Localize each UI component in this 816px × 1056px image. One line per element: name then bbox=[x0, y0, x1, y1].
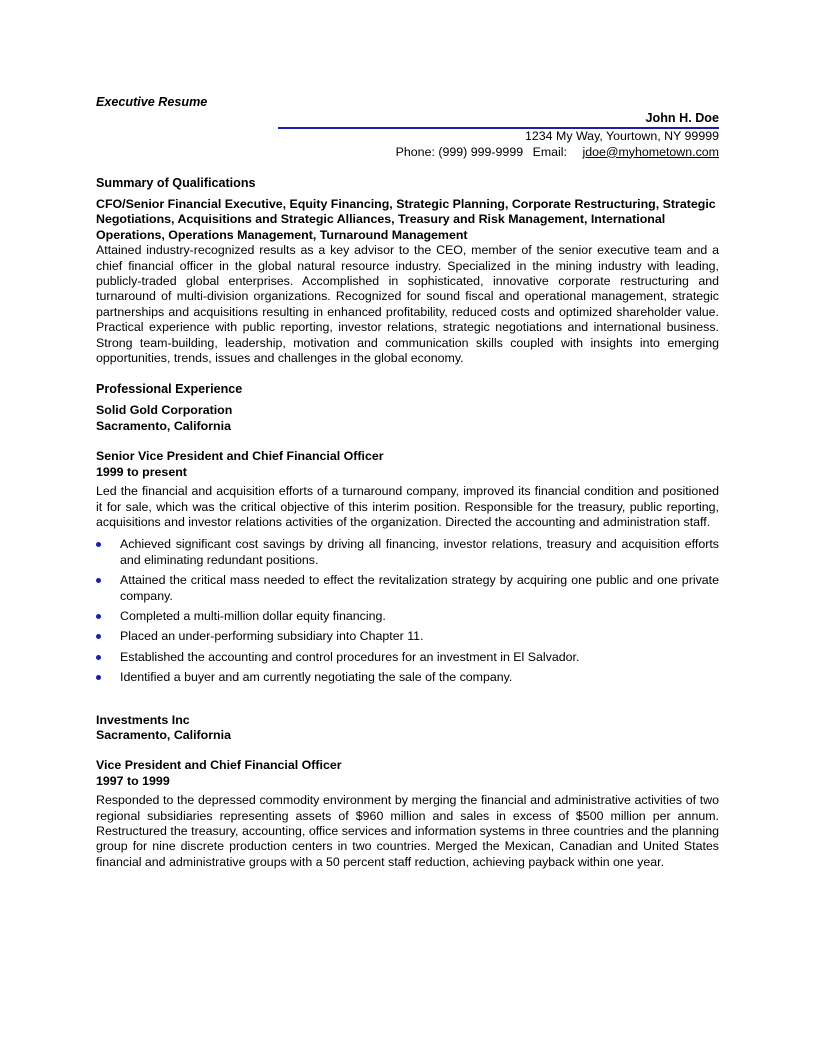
achievement-list bbox=[96, 537, 719, 685]
contact-line bbox=[96, 145, 719, 161]
job-title: Senior Vice President and Chief Financial Officer bbox=[96, 449, 384, 464]
job-dates: 1997 to 1999 bbox=[96, 773, 170, 788]
list-item-text: Established the accounting and control procedures for an investment in El Salvador. bbox=[120, 649, 580, 664]
bullet-icon bbox=[96, 675, 101, 680]
document-title: Executive Resume bbox=[96, 95, 208, 109]
list-item bbox=[96, 629, 719, 644]
list-item bbox=[96, 573, 719, 604]
company-name: Solid Gold Corporation bbox=[96, 403, 233, 418]
phone-label: Phone: bbox=[395, 144, 435, 159]
company-location: Sacramento, California bbox=[96, 418, 231, 433]
list-item-text: Identified a buyer and am currently negotiating the sale of the company. bbox=[120, 670, 513, 685]
email-link[interactable]: jdoe@myhometown.com bbox=[582, 144, 719, 159]
qualifications-title: CFO/Senior Financial Executive, Equity Financing, Strategic Planning, Corporate Restructuring, Strategic Negotiations, Acquisitions and Strategic Alliances, Treasury and Risk Management, International Operations, Operations Management, Turnaround Management bbox=[96, 197, 716, 242]
list-item bbox=[96, 670, 719, 685]
email-label: Email: bbox=[532, 144, 567, 159]
job-description: Responded to the depressed commodity environment by merging the financial and administrative activities of two regional subsidiaries representing assets of $960 million and sales in excess of $500 million per annum. Restructured the treasury, accounting, office services and information systems in three countries and the planning group for nine discrete production centers in two countries. Merged the Mexican, Canadian and United States financial and administrative groups with a 50 percent staff reduction, achieving payback within one year. bbox=[96, 793, 719, 869]
job-title: Vice President and Chief Financial Officer bbox=[96, 758, 342, 773]
company-name: Investments Inc bbox=[96, 712, 190, 727]
candidate-name: John H. Doe bbox=[645, 111, 719, 125]
bullet-icon bbox=[96, 634, 101, 639]
bullet-icon bbox=[96, 655, 101, 660]
list-item bbox=[96, 650, 719, 665]
bullet-icon bbox=[96, 578, 101, 583]
address: 1234 My Way, Yourtown, NY 99999 bbox=[524, 129, 719, 143]
phone-number: (999) 999-9999 bbox=[438, 144, 524, 159]
list-item-text: Achieved significant cost savings by driving all financing, investor relations, treasury and acquisition efforts and eliminating redundant positions. bbox=[120, 537, 719, 567]
list-item bbox=[96, 537, 719, 568]
list-item bbox=[96, 609, 719, 624]
list-item-text: Completed a multi-million dollar equity financing. bbox=[120, 608, 386, 623]
bullet-icon bbox=[96, 614, 101, 619]
job-dates: 1999 to present bbox=[96, 464, 187, 479]
list-item-text: Attained the critical mass needed to effect the revitalization strategy by acquiring one public and one private company. bbox=[120, 573, 719, 603]
list-item-text: Placed an under-performing subsidiary into Chapter 11. bbox=[120, 629, 424, 644]
company-location: Sacramento, California bbox=[96, 727, 231, 742]
job-description: Led the financial and acquisition efforts of a turnaround company, improved its financial condition and positioned it for sale, which was the critical objective of this interim position. Responsible for the treasury, public reporting, acquisitions and investor relations activities of the organization. Directed the accounting and administration staff. bbox=[96, 484, 719, 529]
summary-body: Attained industry-recognized results as a key advisor to the CEO, member of the senior executive team and a chief financial officer in the global natural resource industry. Specialized in the mining industry with leading, publicly-traded global enterprises. Accomplished in sophisticated, innovative corporate restructuring and turnaround of multi-division organizations. Recognized for sound fiscal and operational management, strategic partnerships and acquisitions resulting in enhanced profitability, reduced costs and optimized shareholder value. Practical experience with public reporting, investor relations, strategic negotiations and international business. Strong team-building, leadership, motivation and communication skills coupled with insights into emerging opportunities, trends, issues and challenges in the global economy. bbox=[96, 243, 719, 366]
resume-page bbox=[96, 94, 719, 870]
experience-heading: Professional Experience bbox=[96, 382, 243, 397]
bullet-icon bbox=[96, 542, 101, 547]
summary-heading: Summary of Qualifications bbox=[96, 176, 256, 190]
